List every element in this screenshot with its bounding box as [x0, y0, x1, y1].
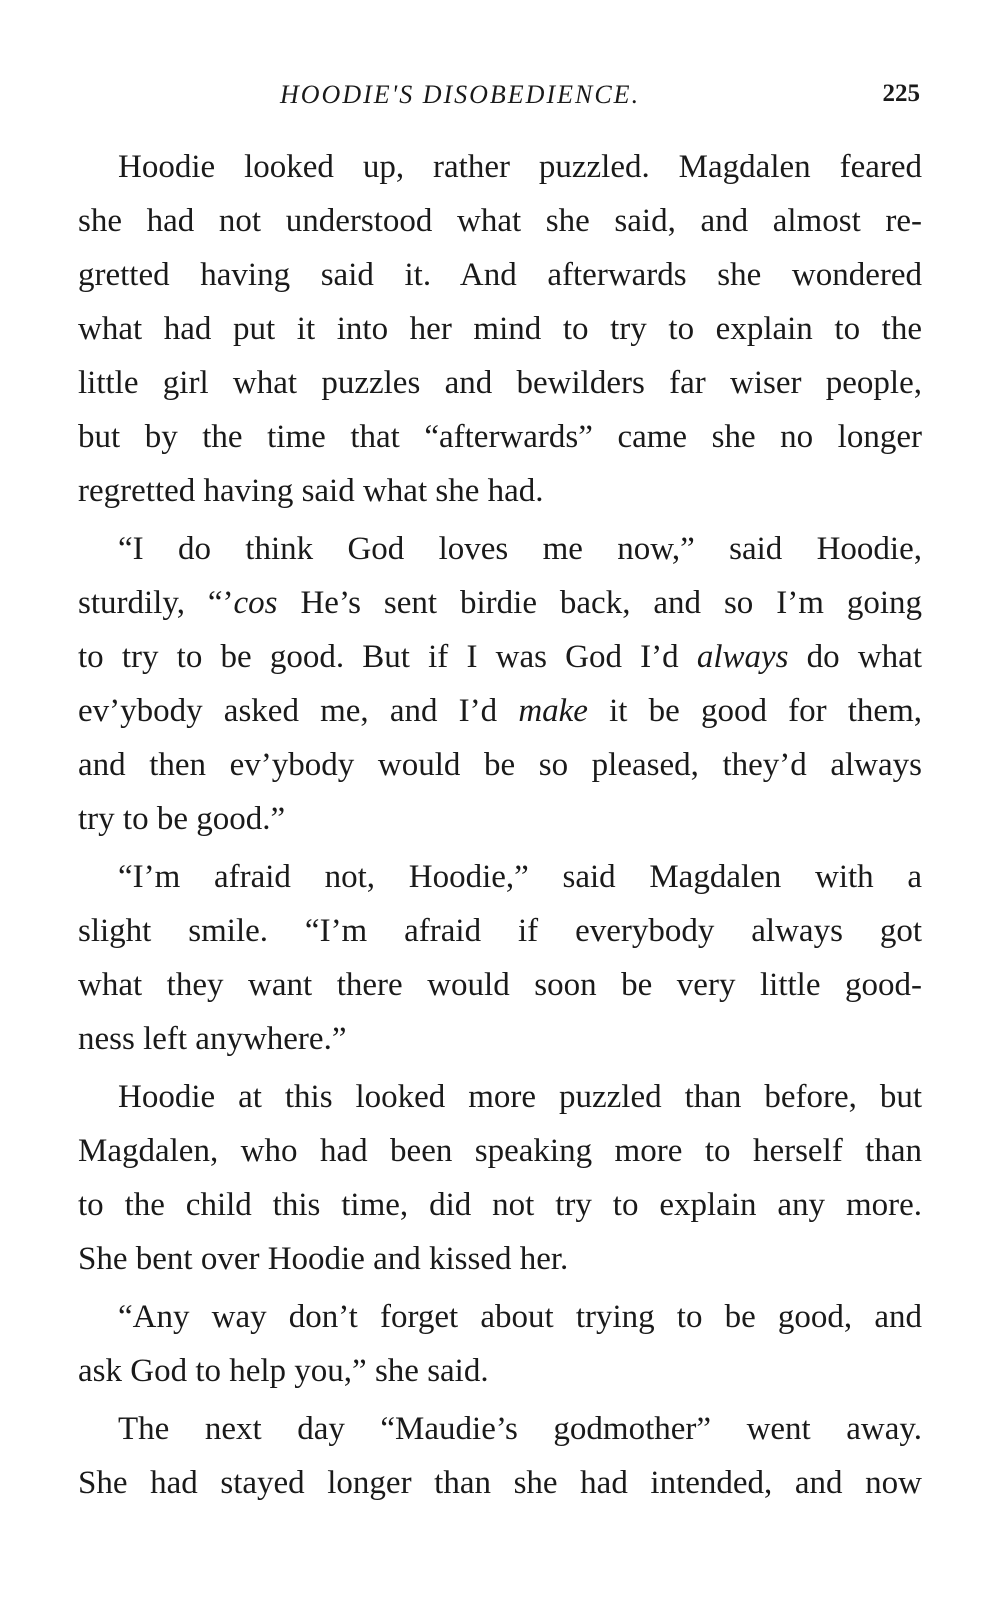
text-line: gretted having said it. And afterwards she wondered: [78, 257, 922, 293]
text-line: “I’m afraid not, Hoodie,” said Magdalen with a: [118, 859, 922, 895]
text-line: little girl what puzzles and bewilders far wiser people,: [78, 365, 922, 401]
text-line: She bent over Hoodie and kissed her.: [78, 1241, 569, 1277]
page-number: 225: [882, 80, 920, 107]
text-run: sturdily, “’: [78, 585, 234, 621]
text-line: regretted having said what she had.: [78, 473, 544, 509]
paragraph: [78, 1402, 922, 1510]
text-line: ask God to help you,” she said.: [78, 1353, 489, 1389]
text-run: He’s sent birdie back, and so I’m going: [277, 585, 922, 621]
text-line: Hoodie looked up, rather puzzled. Magdalen feared: [118, 149, 922, 185]
text-line: The next day “Maudie’s godmother” went away.: [118, 1411, 922, 1447]
text-run: ev’ybody asked me, and I’d: [78, 693, 519, 729]
text-line: she had not understood what she said, and almost re-: [78, 203, 922, 239]
paragraph: [78, 522, 922, 846]
body-text: [78, 140, 922, 1510]
running-head: HOODIE'S DISOBEDIENCE.: [280, 80, 641, 109]
paragraph: [78, 850, 922, 1066]
paragraph: [78, 1290, 922, 1398]
text-line: “I do think God loves me now,” said Hoodie,: [118, 531, 922, 567]
text-line: slight smile. “I’m afraid if everybody always got: [78, 913, 922, 949]
text-line: ness left anywhere.”: [78, 1021, 347, 1057]
page-header: [80, 80, 920, 120]
text-run: it be good for them,: [587, 693, 922, 729]
text-line: what had put it into her mind to try to explain to the: [78, 311, 922, 347]
paragraph: [78, 140, 922, 518]
text-run: to try to be good. But if I was God I’d: [78, 639, 697, 675]
italic-run: make: [518, 693, 588, 729]
text-line: Hoodie at this looked more puzzled than before, but: [118, 1079, 922, 1115]
italic-run: always: [696, 639, 789, 675]
text-line: “Any way don’t forget about trying to be good, and: [118, 1299, 922, 1335]
text-line: [78, 630, 922, 684]
text-line: to the child this time, did not try to explain any more.: [78, 1187, 922, 1223]
text-line: and then ev’ybody would be so pleased, they’d always: [78, 747, 922, 783]
text-line: Magdalen, who had been speaking more to herself than: [78, 1133, 922, 1169]
text-line: [78, 576, 922, 630]
text-line: what they want there would soon be very little good-: [78, 967, 922, 1003]
text-line: She had stayed longer than she had intended, and now: [78, 1465, 922, 1501]
text-line: [78, 684, 922, 738]
italic-run: cos: [233, 585, 278, 621]
text-line: try to be good.”: [78, 801, 286, 837]
text-run: do what: [788, 639, 922, 675]
text-line: but by the time that “afterwards” came she no longer: [78, 419, 922, 455]
paragraph: [78, 1070, 922, 1286]
